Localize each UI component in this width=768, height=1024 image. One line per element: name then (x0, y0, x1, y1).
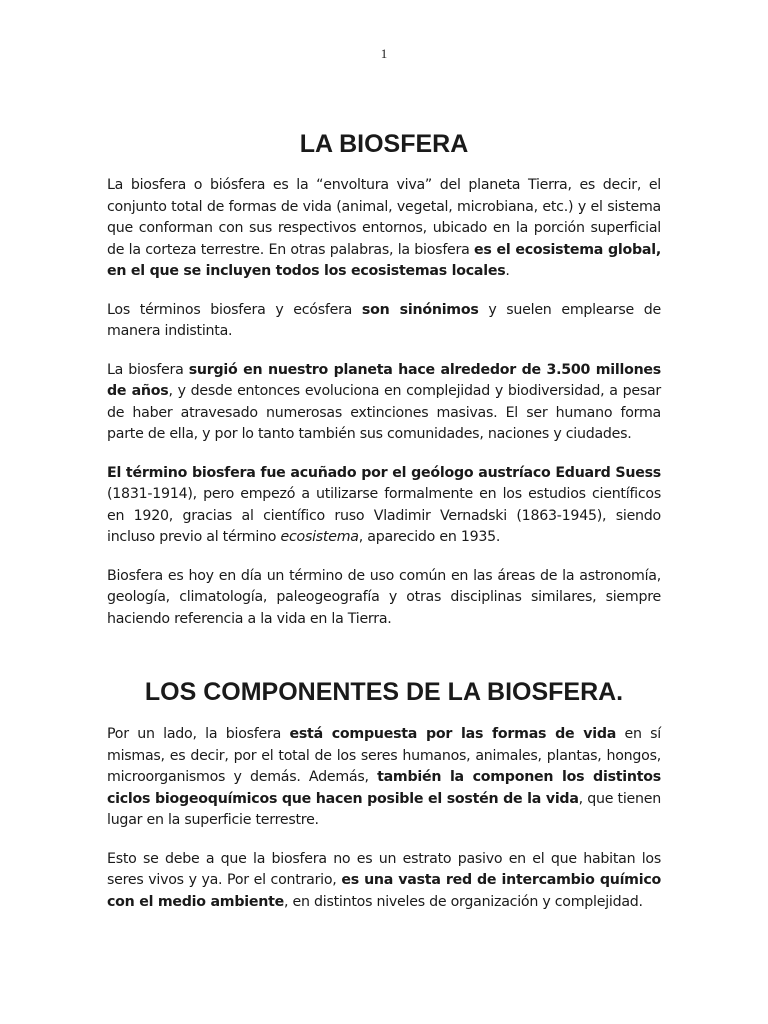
bold-text: está compuesta por las formas de vida (289, 726, 617, 742)
paragraph-exchange (107, 849, 661, 914)
paragraph-usage (107, 566, 661, 631)
text-run: Los términos biosfera y ecósfera (107, 301, 362, 318)
bold-text: es una vasta red de intercambio químico con el medio ambiente (107, 872, 661, 910)
text-run: La biosfera o biósfera es la “envoltura viva” del planeta Tierra, es decir, el conjunto total de formas de vida (animal, vegetal, microbiana, etc.) y el sistema que conforman con sus respectivos entornos, ubicado en la porción superficial de la corteza terrestre. En otras palabras, la biosfera (107, 177, 661, 258)
section-title-la-biosfera: LA BIOSFERA (299, 130, 469, 158)
text-run: . (505, 263, 510, 279)
paragraph-synonyms (107, 300, 661, 343)
text-run: , y desde entonces evoluciona en complejidad y biodiversidad, a pesar de haber atravesado numerosas extinciones masivas. El ser humano forma parte de ella, y por lo tanto también sus comunidades, naciones y ciudades. (107, 383, 661, 442)
bold-text: son sinónimos (361, 301, 479, 318)
bold-text: surgió en nuestro planeta hace alrededor de 3.500 millones de años (107, 361, 661, 399)
italic-text: ecosistema (280, 529, 359, 545)
text-run: , que tienen lugar en la superficie terrestre. (107, 790, 661, 828)
paragraph-term-history (107, 463, 661, 549)
text-run: (1831-1914), pero empezó a utilizarse formalmente en los estudios científicos en 1920, gracias al científico ruso Vladimir Vernadski (1863-1945), siendo incluso previo al término (107, 486, 661, 545)
paragraph-composition (107, 724, 661, 832)
bold-text: también la componen los distintos ciclos biogeoquímicos que hacen posible el sostén de la vida (107, 769, 661, 807)
bold-text: El término biosfera fue acuñado por el geólogo austríaco Eduard Suess (107, 464, 661, 481)
text-run: , aparecido en 1935. (358, 529, 501, 545)
text-run: Biosfera es hoy en día un término de uso común en las áreas de la astronomía, geología, climatología, paleogeografía y otras disciplinas similares, siempre haciendo referencia a la vida en la Tierra. (107, 567, 661, 627)
text-run: Por un lado, la biosfera (107, 726, 290, 742)
text-run: , en distintos niveles de organización y complejidad. (284, 893, 643, 910)
paragraph-definition (107, 175, 661, 283)
text-run: La biosfera (107, 361, 189, 378)
section-title-componentes: LOS COMPONENTES DE LA BIOSFERA. (144, 678, 624, 706)
text-run: en sí mismas, es decir, por el total de los seres humanos, animales, plantas, hongos, microorganismos y demás. Además, (107, 726, 662, 785)
bold-text: es el ecosistema global, en el que se incluyen todos los ecosistemas locales (107, 241, 661, 279)
page-number: 1 (380, 46, 388, 61)
text-run: y suelen emplearse de manera indistinta. (107, 301, 661, 339)
paragraph-origin (107, 360, 661, 446)
document-body (107, 128, 661, 930)
text-run: Esto se debe a que la biosfera no es un estrato pasivo en el que habitan los seres vivos y ya. Por el contrario, (107, 850, 661, 888)
